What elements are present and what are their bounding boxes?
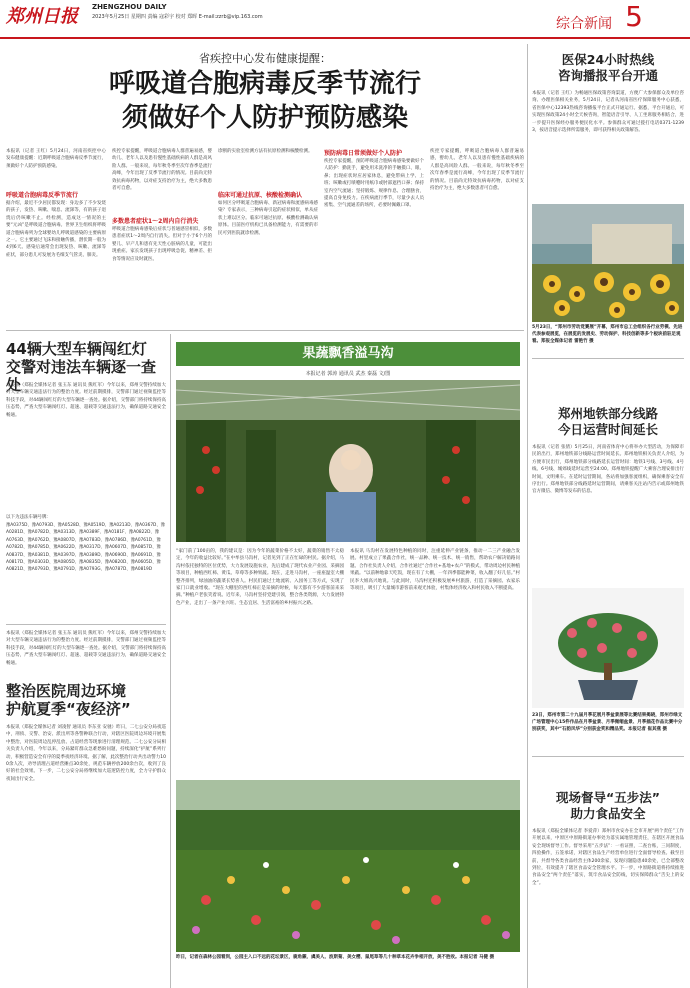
lead-title-line1: 呼吸道合胞病毒反季节流行 <box>108 69 421 99</box>
divider-right-2 <box>532 756 684 757</box>
left-bottom-title-1: 整治医院周边环境 <box>6 682 127 700</box>
right-mid-title-2: 今日运营时间延长 <box>557 422 658 437</box>
header-rule <box>0 37 690 39</box>
right-top-title-2: 咨询播报平台开通 <box>557 68 658 83</box>
greenhouse-photo <box>176 380 520 542</box>
right-mid-title-1: 郑州地铁部分线路 <box>557 406 658 421</box>
plates-list: 豫A0375D、豫A0793D、豫A0528D、豫A0519D、豫A0213D、豫A0367D、豫A0281D、豫A0782D、豫A0313D、豫A0389F、豫A0181F、豫A0822D、豫A0763D、豫A0762D、豫A0807D、豫A0783D、豫A0786D、豫A0761D、豫A0782D、豫A0785D、豫A0622D、豫A0317D、豫A0607D、豫A0857D、豫A0837D、豫A0381D、豫A0397D、豫A0389D、豫A0690D、豫A0691D、豫A0817D、豫A0303D、豫A0805D、豫A0835D、豫A0820D、豫A0605D、豫A0821D、豫A0793D、豫A0791D、豫A0793G、豫A0787D、豫A0819D <box>6 523 165 573</box>
divider-lead <box>6 330 524 331</box>
left-bottom-title-2: 护航夏季“夜经济” <box>6 700 131 718</box>
feature-byline: 本报记者 郭涛 通讯员 武杰 秦磊 文/图 <box>305 371 391 377</box>
left-bottom-extra: 本报讯（郑报全媒体记者 张玉东 通讯员 熊红军）今年以来，郑州交警持续加大对大型车辆交通违法行为的整治力度。经过前期摸排，交警部门通过视频监控等科技手段，对44辆闯红灯的大型车辆逐一查处。据介绍，交警部门将持续保持高压态势，严查大型车辆闯红灯、超速、超载等交通违法行为，确保道路交通安全畅通。 <box>6 631 166 666</box>
feature-text-1: “家门前了100亩的，我的建议是：因为今年的蔬菜价格不太好，蔬菜的销售不太稳定，今年的收益比较好。”在中牟县马沟村，记者见到了正在忙碌的村民。据介绍，马沟村依托独特的区位优势，大力发展设施农业，先后建成了现代农业产业园、采摘园等项目，种植西红柿、黄瓜、草莓等多种果蔬。现在，走进马沟村，一座座温室大棚整齐排列，绿油油的蔬菜长势喜人。村民们通过土地流转、入园务工等方式，实现了家门口就业增收。“现在大棚里的西红柿正是采摘的时候，每天都有不少游客前来采摘。”种植户老张笑着说。近年来，马沟村坚持党建引领，整合各类资源，大力发展特色产业，走出了一条产业兴旺、生态宜居、生活富裕的乡村振兴之路。 <box>176 549 344 606</box>
feature-banner: 果蔬飘香溢马沟 <box>176 342 520 366</box>
right-top-title-1: 医保24小时热线 <box>561 52 655 67</box>
lead-subhead-3: 临床可通过抗原、核酸检测确认 <box>218 192 303 199</box>
right-bottom-title-1: 现场督导“五步法” <box>556 790 660 805</box>
left-mid-title-2: 交警对违法车辆逐一查处 <box>6 358 157 394</box>
lead-subhead-4: 预防病毒日常须做好个人防护 <box>324 150 403 157</box>
lead-col5: 疾控专家提醒，呼吸道合胞病毒人群普遍易感，婴幼儿、老年人以及患有慢性基础疾病的人群是高风险人群。一般来说，每年秋冬季至次年春季是流行高峰，今年出现了反季节流行的情况。目前尚无特效抗病毒药物，以对症支持治疗为主，绝大多数患者可自愈。 <box>430 149 524 192</box>
left-mid-title-1: 44辆大型车辆闯红灯 <box>6 340 147 358</box>
column-divider <box>527 44 528 988</box>
lead-intro: 本报讯（记者 王红）5月24日，河南省疾控中心发布健康提醒：近期呼吸道合胞病毒反季节流行，须做好个人防护预防感染。 <box>6 149 106 169</box>
lead-title-line2: 须做好个人防护预防感染 <box>121 103 408 133</box>
flowers-photo-caption: 昨日，记者在森林公园看到，公园主入口不远的花坛景区，鹿角蕨、虞美人、波斯菊、美女樱、鼠尾草等几十种草本花卉争相开放，美不胜收。本报记者 马健 摄 <box>176 955 495 960</box>
lead-col4: 疾控专家提醒，预防呼吸道合胞病毒感染要做好个人防护：勤洗手，避免用未洗净的手触摸口、眼、鼻；出现症状时应居家休息，避免带病上学、上班；咳嗽或打喷嚏时用纸巾或肘部遮挡口鼻；保持室内空气流通；坚持锻炼、规律作息、合理膳食，提高自身免疫力。在疾病流行季节，尽量少去人员密集、空气流通差的场所，必要时佩戴口罩。 <box>324 159 424 209</box>
newspaper-name-en: ZHENGZHOU DAILY <box>92 3 167 11</box>
flowers-photo <box>176 780 520 952</box>
right-bottom-text: 本报讯（郑报全媒体记者 李爱萍）郑州市食安办在全市开展“两个责任”工作开展以来，中原区中原路街道办事处为落实属地管理责任，在辖区开展食品安全现场督导工作。督导采用“五步法”：一看证照，二查台账，三问制度，四验操作，五签承诺，对辖区食品生产经营单位进行全面督导检查。截至目前，共督导各类食品经营主体200余家，发现问题隐患40余处，已全部整改到位，有效提升了辖区食品安全管理水平。下一步，中原路街道将持续推进食品安全“两个责任”落实，筑牢食品安全防线，切实保障群众“舌尖上的安全”。 <box>532 829 684 886</box>
sunflower-photo <box>532 204 684 322</box>
left-bottom-text: 本报讯（郑报全媒体记者 刘凌智 通讯员 李东亚 安驰）昨日，二七公安分局夜巡中，刑侦、交警、治安、派出所等各警种联合行动，对辖区医院周边环境开展集中整治，对医院周边乱停乱放、占道经营等现象进行清理规范。二七公安分局相关负责人介绍，今年以来，分局紧盯群众急难愁盼问题，持续深化“护航”系列行动，积极营造安全有序的夏季夜经济环境。据了解，此次整治行动共出动警力100余人次，劝导清理占道经营摊点30余处，规范车辆停放200余台次，收到了良好的社会效果。下一步，二七公安分局将继续加大巡逻防控力度，全力守护群众夜间出行安全。 <box>6 725 166 782</box>
left-mid-text: 本报讯（郑报全媒体记者 张玉东 通讯员 熊红军）今年以来，郑州交警持续加大对大型车辆交通违法行为的整治力度。经过前期摸排，交警部门通过视频监控等科技手段，对44辆闯红灯的大型车辆逐一查处。据介绍，交警部门将持续保持高压态势，严查大型车辆闯红灯、超速、超载等交通违法行为，确保道路交通安全畅通。 <box>6 383 166 418</box>
lead-col1: 据介绍，最近不少居民都发现：身边多了不少发烧的孩子，发热、咳嗽、喘息、流涕等，有的孩子退烧后仍咳嗽不止。经检测，造成这一情况的主要“元凶”是呼吸道合胞病毒。世界卫生组织将呼吸道合胞病毒列为全球婴幼儿呼吸道感染的主要病原之一。它主要通过飞沫和接触传播，潜伏期一般为4到6天。感染后通常会出现发热、咳嗽、流涕等症状，部分患儿可发展为毛细支气管炎、肺炎。 <box>6 201 106 258</box>
column-divider-left <box>170 334 171 988</box>
divider-right-1 <box>532 358 684 359</box>
lead-subhead-1: 呼吸道合胞病毒反季节流行 <box>6 192 79 199</box>
right-top-photo-caption: 5月23日，“郑州市劳动竞赛展”开幕，郑州市总工会组织各行业劳模、先进代表参观展览，在展览的发展史、劳动保护、科技创新等多个板块前驻足观看。郑报全媒体记者 雷艳竹 摄 <box>532 325 683 344</box>
newspaper-logo: 郑州日报 <box>6 6 78 27</box>
lead-col3: 如何区分呼吸道合胞病毒、新冠病毒和流感病毒感染？专家表示，三种病毒引起的症状相似，单从症状上难以区分。临床可通过抗原、核酸检测确认病原体。目前医疗机构已具备检测能力，有需要的市民可到医院就诊检测。 <box>218 201 318 236</box>
page-number: 5 <box>625 0 643 33</box>
bonsai-photo <box>532 588 684 708</box>
lead-col3-a: 诊断的实验室检测方法有抗原检测和核酸检测。 <box>218 149 313 154</box>
feature-text-2: 本报讯 马沟村在发展特色种植的同时，注重延伸产业链条，推动一二三产业融合发展。村里成立了果蔬合作社，统一品种、统一技术、统一销售，帮助农户解决销路问题。合作社负责人介绍，合作社通过“合作社+基地+农户”的模式，带动周边村民种植果蔬。“以前种地靠天吃饭，现在有了大棚，一年四季都能种菜，收入翻了好几倍。”村民李大姐高兴地说。与此同时，马沟村还积极发展乡村旅游，打造了采摘园、农家乐等项目，吸引了大量城市游客前来观光体验，村集体经济收入和村民收入不断提高。 <box>350 549 520 592</box>
section-title: 综合新闻 <box>556 16 612 32</box>
issue-meta: 2023年5月25日 星期四 责编 寇彩宇 校对 郑晖 E-mail:zzrb@vip.163.com <box>92 14 263 20</box>
lead-col2: 疾控专家提醒，呼吸道合胞病毒人群普遍易感，婴幼儿、老年人以及患有慢性基础疾病的人群是高风险人群。一般来说，每年秋冬季至次年春季是流行高峰，今年出现了反季节流行的情况。目前尚无特效抗病毒药物，以对症支持治疗为主，绝大多数患者可自愈。 <box>112 149 212 192</box>
divider-left-1 <box>6 624 166 625</box>
lead-kicker: 省疾控中心发布健康提醒： <box>199 52 331 65</box>
plates-intro: 以下为违法车辆号牌： <box>6 515 51 520</box>
right-mid-text: 本报讯（记者 张倩）5月25日，河南省体育中心将举办大型活动，为保障市民的出行，郑州地铁部分线路运营时间延长。郑州地铁相关负责人介绍，为方便市民出行，郑州地铁部分线路延长运营时间：地铁1号线、3号线、4号线、6号线、城郊线延时运营至24:00。郑州地铁提醒广大乘客合理安排出行时间，文明乘车。在延时运营期间，各站将加强客流组织，确保乘客安全有序出行。郑州地铁部分线路延时运营期间，请乘客关注站内告示或郑州地铁官方微信、微博等发布的信息。 <box>532 445 684 495</box>
right-top-text: 本报讯（记者 王红）为畅通医保政策咨询渠道，方便广大参保群众及单位咨询、办理医保相关业务，5月24日，记者从河南省医疗保障服务中心获悉，省医保中心12393热线咨询播报平台正式开通运行。据悉，平台开通后，可实现医保政策24小时全天候咨询，智能语音引导、人工坐席服务相结合，进一步提升医保经办服务便民化水平。参保群众可通过拨打电话0371-12393，按语音提示选择所需服务，即可获得相关政策解答。 <box>532 91 684 134</box>
lead-col2-b: 呼吸道合胞病毒感染后症状与普通感冒相似，多数患者症状1～2周内自行消失。但对于小于6个月的婴儿、早产儿和患有先天性心脏病的儿童，可能出现重症。家长发现孩子出现呼吸急促、精神差、拒食等情况应及时就医。 <box>112 227 212 262</box>
right-bottom-title-2: 助力食品安全 <box>570 806 646 821</box>
lead-subhead-2: 多数患者症状1～2周内自行消失 <box>112 218 199 225</box>
bonsai-photo-caption: 23日，郑州市第二十九届月季花展月季盆景展等比赛结果揭晓，郑州市绿文广场管理中心15件作品在月季盆景、月季微缩盆景、月季插花作品比赛中分别获奖，其中“石韵风华”分别获金奖和精品奖。本报记者 崔其燕 摄 <box>532 713 683 732</box>
